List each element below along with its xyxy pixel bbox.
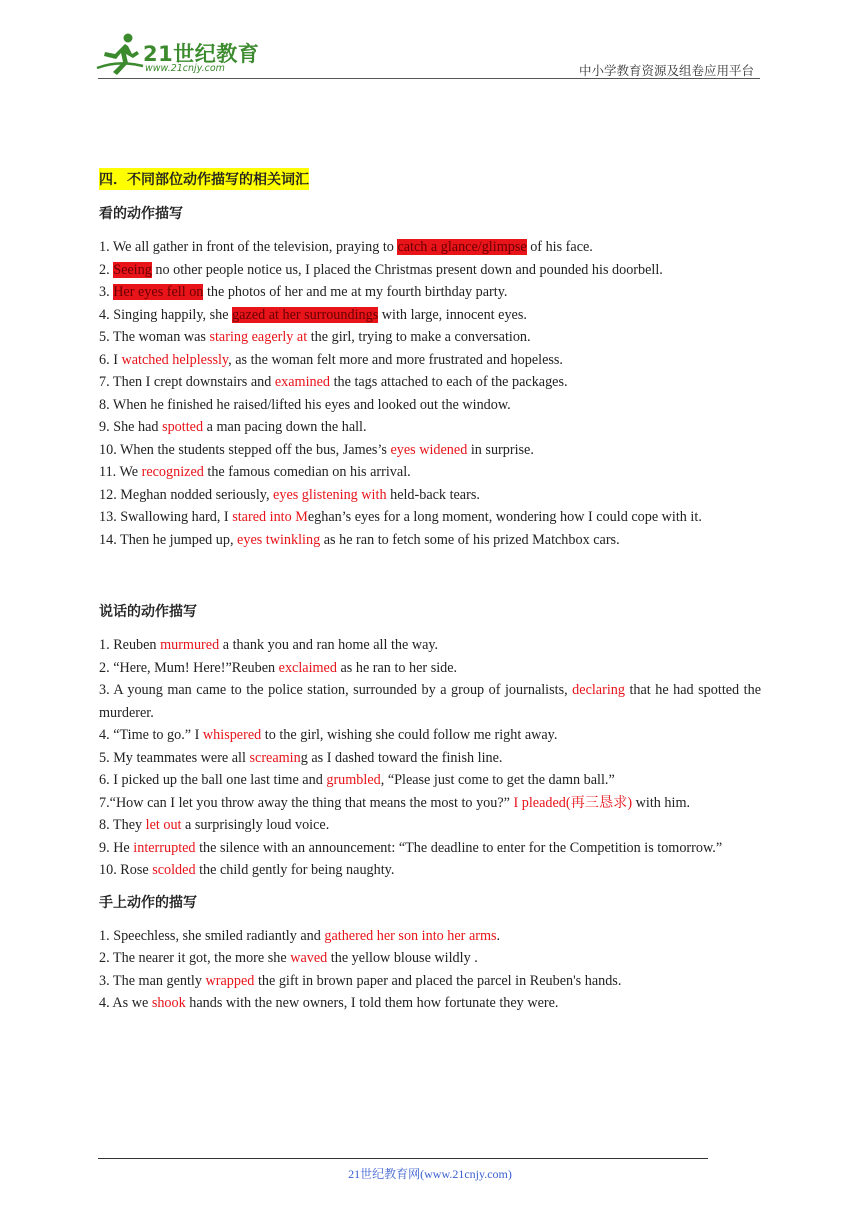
title-row [99, 168, 761, 190]
highlighted-phrase: whispered [202, 727, 262, 743]
sentence-text: g as I dashed toward the finish line. [300, 749, 503, 766]
section-heading: 手上动作的描写 [99, 894, 197, 911]
highlighted-phrase: I pleaded(再三恳求) [513, 794, 633, 811]
sentence-list [99, 634, 761, 882]
sentence-item [99, 371, 761, 394]
platform-name: 中小学教育资源及组卷应用平台 [578, 63, 754, 78]
sentence-text: 1. Reuben [99, 637, 161, 653]
sentence-text: a man pacing down the hall. [203, 419, 367, 435]
sentence-item [99, 349, 761, 372]
sentence-text: the famous comedian on his arrival. [203, 464, 411, 480]
sentence-text: in surprise. [467, 441, 534, 458]
site-logo[interactable] [95, 32, 265, 80]
highlighted-phrase: examined [274, 374, 331, 390]
sentence-text: 8. They [99, 817, 146, 833]
sentence-item [99, 657, 761, 680]
sentence-text: , “Please just come to get the damn ball.” [380, 772, 615, 788]
sentence-item [99, 724, 761, 747]
sentence-item [99, 769, 761, 792]
highlighted-phrase: Seeing [113, 261, 152, 278]
highlighted-phrase: eyes glistening with [273, 486, 387, 503]
sentence-text: 10. When the students stepped off the bus, James’s [99, 441, 391, 458]
logo-text: 21世纪教育 [143, 42, 260, 66]
highlighted-phrase: waved [290, 950, 328, 966]
sentence-text: the photos of her and me at my fourth birthday party. [203, 284, 508, 300]
sentence-item [99, 394, 761, 417]
sentence-text: 4. As we [99, 995, 152, 1011]
highlighted-phrase: staring eagerly at [209, 329, 308, 345]
sentence-text: 3. The man gently [99, 972, 206, 989]
sentence-text: 1. Speechless, she smiled radiantly and [99, 927, 325, 944]
sentence-text: of his face. [526, 239, 593, 255]
sentence-item [99, 970, 761, 993]
sentence-text: as he ran to fetch some of his prized Matchbox cars. [320, 531, 620, 548]
page-header [0, 0, 860, 90]
sentence-item [99, 416, 761, 439]
highlighted-phrase: Her eyes fell on [113, 284, 204, 300]
logo-url: www.21cnjy.com [145, 63, 225, 74]
sentence-text: as he ran to her side. [336, 659, 458, 676]
sentence-item [99, 634, 761, 657]
sentence-text: no other people notice us, I placed the Christmas present down and pounded his doorbell. [151, 261, 663, 278]
sentence-text: 5. My teammates were all [99, 749, 250, 766]
sentence-item [99, 506, 761, 529]
sentence-item [99, 837, 761, 860]
sentence-text: 2. [99, 261, 114, 278]
sentence-text: the child gently for being naughty. [195, 862, 395, 878]
sentence-text: 8. When he finished he raised/lifted his eyes and looked out the window. [99, 396, 511, 413]
sentence-item [99, 747, 761, 770]
highlighted-phrase: catch a glance/glimpse [397, 239, 527, 255]
header-divider [98, 78, 760, 79]
highlighted-phrase: gazed at her surroundings [232, 306, 379, 323]
sentence-text: eghan’s eyes for a long moment, wondering how I could cope with it. [307, 509, 702, 525]
highlighted-phrase: interrupted [133, 839, 196, 856]
sentence-text: a surprisingly loud voice. [181, 817, 330, 833]
sentence-text: the gift in brown paper and placed the parcel in Reuben's hands. [254, 972, 622, 989]
highlighted-phrase: exclaimed [278, 659, 337, 676]
sentence-item [99, 859, 761, 882]
sentence-text: the yellow blouse wildly . [327, 950, 478, 966]
highlighted-phrase: screamin [249, 749, 301, 766]
sentence-item [99, 281, 761, 304]
sentence-item [99, 679, 761, 724]
highlighted-phrase: wrapped [205, 972, 255, 989]
document-body [99, 168, 761, 1015]
sentence-text: the tags attached to each of the packages. [330, 374, 568, 390]
sentence-text: a thank you and ran home all the way. [219, 637, 439, 653]
sentence-text: that he had spotted the murderer. [99, 682, 761, 721]
sentence-text: 9. She had [99, 419, 163, 435]
sentence-text: 13. Swallowing hard, I [99, 509, 233, 525]
sentence-item [99, 947, 761, 970]
footer-link[interactable]: 21世纪教育网(www.21cnjy.com) [348, 1167, 512, 1181]
sentence-item [99, 992, 761, 1015]
highlighted-phrase: gathered her son into her arms [324, 927, 497, 944]
highlighted-phrase: recognized [141, 464, 204, 480]
sentence-item [99, 529, 761, 552]
sentence-text: 4. “Time to go.” I [99, 727, 203, 743]
sentence-item [99, 439, 761, 462]
highlighted-phrase: watched helplessly [121, 351, 229, 368]
sentence-item [99, 792, 761, 815]
highlighted-phrase: let out [145, 817, 182, 833]
sentence-text: , as the woman felt more and more frustrated and hopeless. [228, 351, 563, 368]
sentence-text: 1. We all gather in front of the television, praying to [99, 239, 398, 255]
page-footer[interactable] [0, 1165, 860, 1182]
sentence-text: 6. I picked up the ball one last time and [99, 772, 327, 788]
sentence-text: 4. Singing happily, she [99, 306, 233, 323]
sentence-text: 3. [99, 284, 114, 300]
sentence-text: 6. I [99, 351, 122, 368]
sentence-item [99, 304, 761, 327]
sentence-text: 2. “Here, Mum! Here!”Reuben [99, 659, 279, 676]
sentence-text: to the girl, wishing she could follow me right away. [261, 727, 558, 743]
runner-logo-icon [95, 32, 147, 78]
highlighted-phrase: scolded [152, 862, 196, 878]
sentence-text: 7.“How can I let you throw away the thing that means the most to you?” [99, 794, 514, 811]
sentence-text: . [496, 927, 501, 944]
section-heading: 看的动作描写 [99, 206, 183, 222]
sentence-text: 7. Then I crept downstairs and [99, 374, 275, 390]
sentence-text: the silence with an announcement: “The deadline to enter for the Competition is tomorrow.” [195, 839, 723, 856]
sentence-item [99, 259, 761, 282]
sentence-list [99, 925, 761, 1015]
sentence-text: 11. We [99, 464, 142, 480]
main-title: 四．不同部位动作描写的相关词汇 [99, 168, 309, 190]
highlighted-phrase: shook [151, 995, 186, 1011]
highlighted-phrase: grumbled [326, 772, 381, 788]
sentence-text: 12. Meghan nodded seriously, [99, 486, 274, 503]
sentence-text: held-back tears. [386, 486, 480, 503]
sentence-item [99, 484, 761, 507]
sentence-item [99, 814, 761, 837]
sentence-list [99, 236, 761, 551]
highlighted-phrase: stared into M [232, 509, 308, 525]
sentence-item [99, 925, 761, 948]
section-heading: 说话的动作描写 [99, 604, 197, 620]
sentence-item [99, 236, 761, 259]
highlighted-phrase: spotted [162, 419, 204, 435]
sentence-text: 3. A young man came to the police station, surrounded by a group of journalists, [99, 682, 573, 698]
sentence-text: 14. Then he jumped up, [99, 531, 238, 548]
highlighted-phrase: eyes widened [390, 441, 468, 458]
sentence-text: the girl, trying to make a conversation. [307, 329, 531, 345]
footer-divider [98, 1158, 708, 1159]
sentence-text: 10. Rose [99, 862, 153, 878]
sentence-text: 5. The woman was [99, 329, 210, 345]
sentence-text: hands with the new owners, I told them how fortunate they were. [185, 995, 559, 1011]
sentence-text: with large, innocent eyes. [378, 306, 527, 323]
sentence-item [99, 461, 761, 484]
highlighted-phrase: eyes twinkling [237, 531, 321, 548]
sentence-text: 9. He [99, 839, 134, 856]
highlighted-phrase: declaring [572, 682, 625, 698]
sentence-text: 2. The nearer it got, the more she [99, 950, 291, 966]
sentence-text: with him. [632, 794, 691, 811]
highlighted-phrase: murmured [160, 637, 220, 653]
sentence-item [99, 326, 761, 349]
